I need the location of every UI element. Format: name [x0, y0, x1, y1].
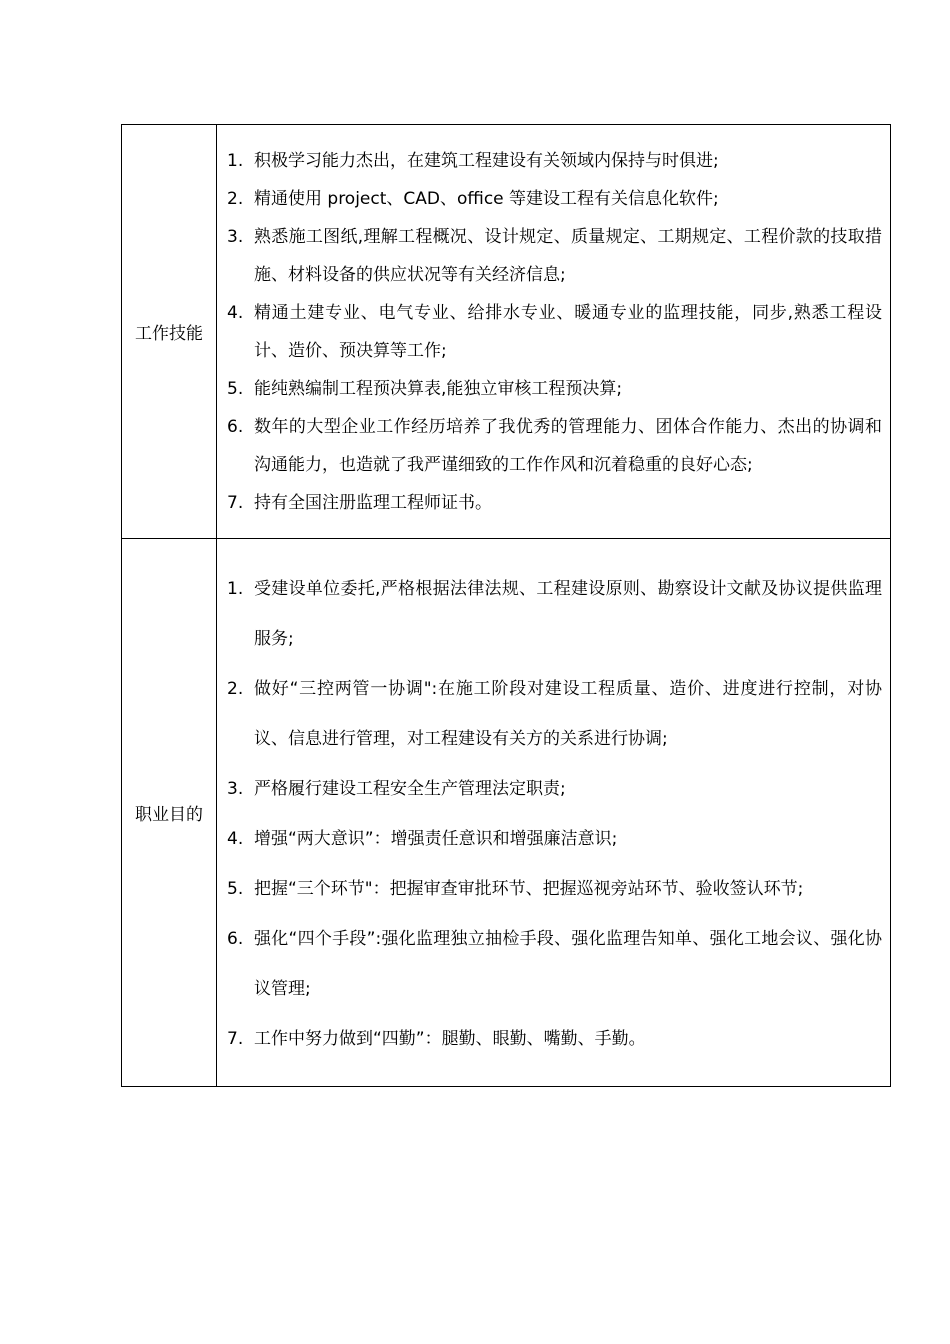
list-item-number: 3. — [227, 778, 244, 799]
list-item — [227, 864, 882, 914]
list-item — [227, 484, 882, 522]
list-item — [227, 564, 882, 664]
list-item-number: 3. — [227, 226, 244, 247]
work-skills-content — [217, 125, 891, 539]
list-item — [227, 180, 882, 218]
list-item-text: 工作中努力做到“四勤”：腿勤、眼勤、嘴勤、手勤。 — [254, 1028, 646, 1049]
list-item-number: 2. — [227, 188, 244, 209]
list-item-text: 精通土建专业、电气专业、给排水专业、暖通专业的监理技能，同步,熟悉工程设计、造价、预决算等工作; — [254, 302, 882, 361]
table-row-career-goals — [122, 539, 891, 1087]
list-item-text: 把握“三个环节"：把握审查审批环节、把握巡视旁站环节、验收签认环节; — [254, 878, 804, 899]
list-item-text: 数年的大型企业工作经历培养了我优秀的管理能力、团体合作能力、杰出的协调和沟通能力，也造就了我严谨细致的工作作风和沉着稳重的良好心态; — [254, 416, 882, 475]
list-item-text: 持有全国注册监理工程师证书。 — [254, 492, 492, 513]
career-goals-list — [227, 562, 882, 1064]
table-row-work-skills — [122, 125, 891, 539]
list-item-text: 熟悉施工图纸,理解工程概况、设计规定、质量规定、工期规定、工程价款的技取措施、材料设备的供应状况等有关经济信息; — [254, 226, 882, 285]
list-item — [227, 764, 882, 814]
list-item-number: 6. — [227, 416, 244, 437]
list-item — [227, 814, 882, 864]
list-item-number: 5. — [227, 878, 244, 899]
list-item — [227, 370, 882, 408]
list-item — [227, 142, 882, 180]
list-item-number: 2. — [227, 678, 244, 699]
list-item-text: 做好“三控两管一协调":在施工阶段对建设工程质量、造价、进度进行控制，对协议、信息进行管理，对工程建设有关方的关系进行协调; — [254, 678, 882, 749]
work-skills-list — [227, 142, 882, 522]
career-goals-content — [217, 539, 891, 1087]
list-item-text: 积极学习能力杰出，在建筑工程建设有关领域内保持与时俱进; — [254, 150, 719, 171]
list-item-text: 受建设单位委托,严格根据法律法规、工程建设原则、勘察设计文献及协议提供监理服务; — [254, 578, 882, 649]
list-item-number: 7. — [227, 1028, 244, 1049]
list-item — [227, 664, 882, 764]
row-label-career-goals: 职业目的 — [122, 539, 217, 1087]
list-item — [227, 914, 882, 1014]
list-item-number: 4. — [227, 828, 244, 849]
row-label-work-skills: 工作技能 — [122, 125, 217, 539]
list-item-number: 6. — [227, 928, 244, 949]
list-item — [227, 294, 882, 370]
list-item-text: 严格履行建设工程安全生产管理法定职责; — [254, 778, 566, 799]
list-item-text: 增强“两大意识”：增强责任意识和增强廉洁意识; — [254, 828, 618, 849]
list-item-text: 强化“四个手段”:强化监理独立抽检手段、强化监理告知单、强化工地会议、强化协议管理; — [254, 928, 882, 999]
list-item — [227, 408, 882, 484]
list-item-number: 1. — [227, 578, 244, 599]
list-item-number: 7. — [227, 492, 244, 513]
list-item-text: 能纯熟编制工程预决算表,能独立审核工程预决算; — [254, 378, 623, 399]
list-item-number: 5. — [227, 378, 244, 399]
list-item — [227, 1014, 882, 1064]
resume-table — [121, 124, 891, 1087]
list-item-text: 精通使用 project、CAD、office 等建设工程有关信息化软件; — [254, 188, 719, 209]
list-item-number: 4. — [227, 302, 244, 323]
list-item — [227, 218, 882, 294]
list-item-number: 1. — [227, 150, 244, 171]
